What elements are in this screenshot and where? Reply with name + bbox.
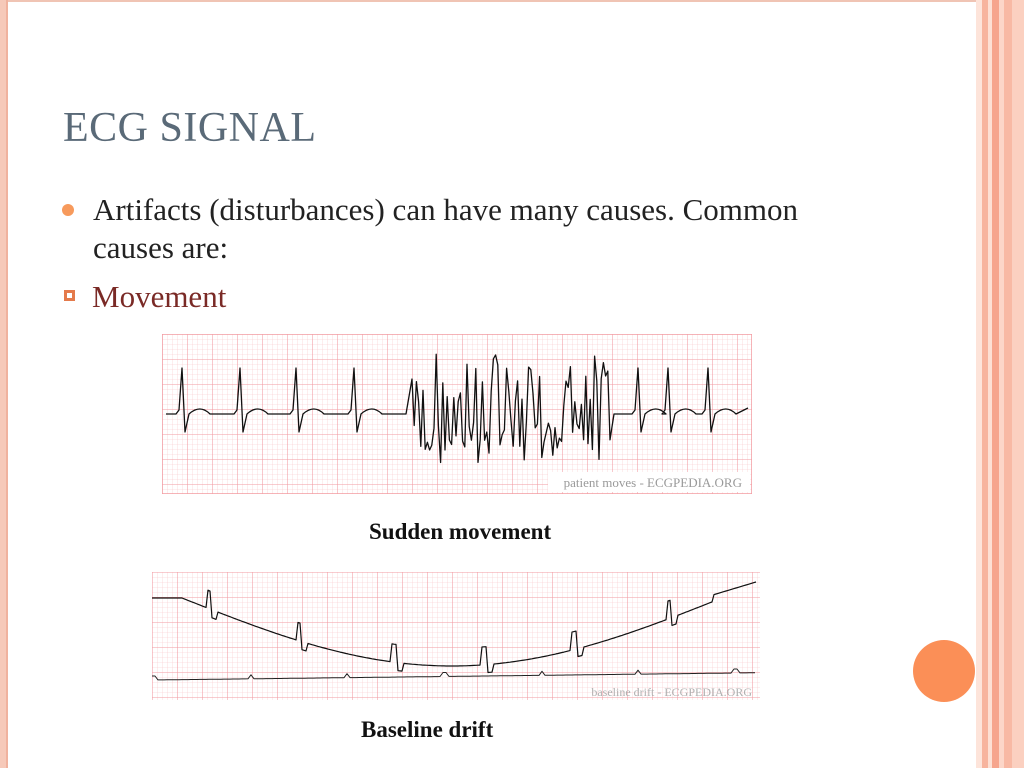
caption-sudden-movement: Sudden movement (369, 519, 552, 544)
bullet-movement (62, 278, 226, 316)
right-decor-stripe (992, 0, 999, 768)
ecg-movement-watermark: patient moves - ECGPEDIA.ORG (563, 475, 742, 490)
ecg-movement-figure (162, 334, 752, 494)
slide-title: ECG SIGNAL (63, 105, 317, 151)
top-frame-border (8, 0, 1024, 2)
dot-icon (62, 204, 74, 216)
square-icon (64, 290, 75, 301)
bullet-artifacts-text: Artifacts (disturbances) can have many causes. Common causes are: (93, 192, 799, 265)
bullet-movement-text: Movement (92, 279, 227, 314)
right-decor-stripe (1004, 0, 1012, 768)
ecg-drift-watermark: baseline drift - ECGPEDIA.ORG (591, 685, 752, 699)
left-frame-border (0, 0, 8, 768)
bullet-artifacts (62, 191, 862, 267)
right-decor-stripe (1012, 0, 1024, 768)
caption-baseline-drift: Baseline drift (361, 717, 494, 742)
ecg-drift-figure (152, 572, 760, 700)
decorative-orange-circle (913, 640, 975, 702)
